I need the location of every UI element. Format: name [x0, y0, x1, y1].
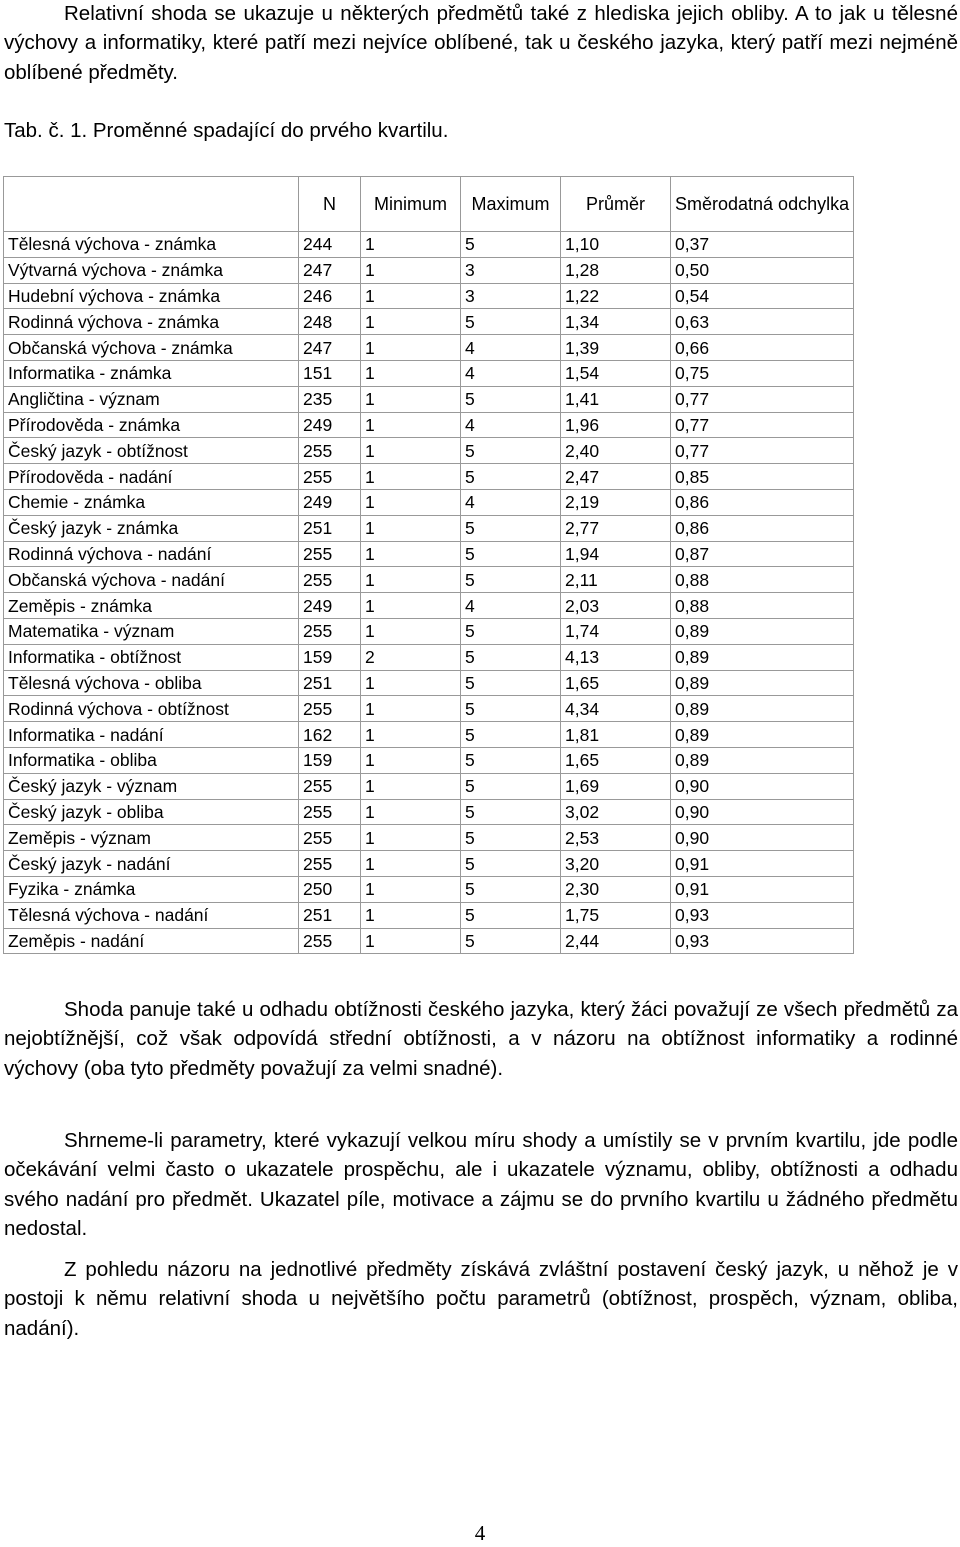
row-mean: 2,77: [561, 515, 671, 541]
row-mean: 1,75: [561, 902, 671, 928]
page-number: 4: [474, 1521, 486, 1545]
row-minimum: 1: [361, 928, 461, 954]
row-variable: Informatika - obtížnost: [4, 644, 299, 670]
row-variable: Občanská výchova - známka: [4, 335, 299, 361]
row-std-dev: 0,89: [671, 747, 854, 773]
row-std-dev: 0,77: [671, 386, 854, 412]
table-row: [4, 541, 854, 567]
row-variable: Tělesná výchova - známka: [4, 232, 299, 258]
row-minimum: 1: [361, 232, 461, 258]
row-maximum: 5: [461, 851, 561, 877]
row-n: 250: [299, 876, 361, 902]
row-variable: Český jazyk - obliba: [4, 799, 299, 825]
row-minimum: 1: [361, 386, 461, 412]
row-mean: 1,94: [561, 541, 671, 567]
row-variable: Angličtina - význam: [4, 386, 299, 412]
row-minimum: 1: [361, 618, 461, 644]
row-maximum: 5: [461, 696, 561, 722]
row-variable: Občanská výchova - nadání: [4, 567, 299, 593]
row-std-dev: 0,66: [671, 335, 854, 361]
table-row: [4, 773, 854, 799]
row-minimum: 1: [361, 309, 461, 335]
row-mean: 2,47: [561, 464, 671, 490]
table-header-row: [4, 177, 854, 232]
row-mean: 1,65: [561, 670, 671, 696]
table-row: [4, 851, 854, 877]
table-row: [4, 335, 854, 361]
row-n: 151: [299, 360, 361, 386]
row-mean: 1,28: [561, 257, 671, 283]
row-maximum: 5: [461, 747, 561, 773]
row-mean: 2,19: [561, 489, 671, 515]
row-n: 255: [299, 799, 361, 825]
row-std-dev: 0,86: [671, 489, 854, 515]
table-row: [4, 593, 854, 619]
row-std-dev: 0,63: [671, 309, 854, 335]
paragraph-difficulty: Shoda panuje také u odhadu obtížnosti českého jazyka, který žáci považují ze všech předmětů za nejobtížnější, což však odpovídá střední obtížnosti, a v názoru na obtížnost informatiky a rodinné výchovy (oba tyto předměty považují za velmi snadné).: [4, 998, 958, 1080]
row-std-dev: 0,37: [671, 232, 854, 258]
row-n: 246: [299, 283, 361, 309]
table-row: [4, 412, 854, 438]
row-n: 255: [299, 928, 361, 954]
row-n: 159: [299, 747, 361, 773]
row-std-dev: 0,89: [671, 670, 854, 696]
row-mean: 1,22: [561, 283, 671, 309]
row-maximum: 3: [461, 283, 561, 309]
row-variable: Zeměpis - význam: [4, 825, 299, 851]
row-n: 248: [299, 309, 361, 335]
row-maximum: 5: [461, 464, 561, 490]
row-variable: Rodinná výchova - nadání: [4, 541, 299, 567]
header-mean: Průměr: [561, 177, 671, 232]
row-mean: 1,34: [561, 309, 671, 335]
row-mean: 2,44: [561, 928, 671, 954]
row-variable: Tělesná výchova - obliba: [4, 670, 299, 696]
table-row: [4, 464, 854, 490]
row-maximum: 5: [461, 670, 561, 696]
row-variable: Přírodověda - nadání: [4, 464, 299, 490]
row-minimum: 1: [361, 464, 461, 490]
row-maximum: 5: [461, 541, 561, 567]
row-std-dev: 0,89: [671, 696, 854, 722]
row-minimum: 1: [361, 799, 461, 825]
row-maximum: 5: [461, 799, 561, 825]
row-maximum: 4: [461, 360, 561, 386]
table-row: [4, 515, 854, 541]
row-maximum: 5: [461, 773, 561, 799]
table-row: [4, 360, 854, 386]
row-variable: Výtvarná výchova - známka: [4, 257, 299, 283]
row-mean: 3,02: [561, 799, 671, 825]
row-minimum: 1: [361, 283, 461, 309]
row-minimum: 1: [361, 593, 461, 619]
table-row: [4, 928, 854, 954]
row-variable: Přírodověda - známka: [4, 412, 299, 438]
header-std-dev: Směrodatná odchylka: [671, 177, 854, 232]
table-row: [4, 232, 854, 258]
row-variable: Rodinná výchova - obtížnost: [4, 696, 299, 722]
row-minimum: 1: [361, 696, 461, 722]
table-row: [4, 722, 854, 748]
row-n: 255: [299, 696, 361, 722]
row-minimum: 1: [361, 541, 461, 567]
row-minimum: 1: [361, 722, 461, 748]
row-minimum: 1: [361, 515, 461, 541]
table-row: [4, 902, 854, 928]
row-mean: 1,81: [561, 722, 671, 748]
row-n: 251: [299, 902, 361, 928]
row-minimum: 1: [361, 773, 461, 799]
row-n: 249: [299, 412, 361, 438]
row-n: 247: [299, 257, 361, 283]
row-mean: 1,54: [561, 360, 671, 386]
row-n: 251: [299, 515, 361, 541]
row-minimum: 1: [361, 747, 461, 773]
row-minimum: 1: [361, 567, 461, 593]
row-std-dev: 0,89: [671, 618, 854, 644]
row-n: 247: [299, 335, 361, 361]
row-variable: Český jazyk - obtížnost: [4, 438, 299, 464]
row-mean: 2,30: [561, 876, 671, 902]
row-mean: 1,10: [561, 232, 671, 258]
row-minimum: 1: [361, 670, 461, 696]
table-row: [4, 386, 854, 412]
row-variable: Tělesná výchova - nadání: [4, 902, 299, 928]
row-n: 159: [299, 644, 361, 670]
row-std-dev: 0,88: [671, 567, 854, 593]
row-std-dev: 0,89: [671, 644, 854, 670]
header-variable: [4, 177, 299, 232]
row-maximum: 3: [461, 257, 561, 283]
row-maximum: 5: [461, 644, 561, 670]
row-std-dev: 0,85: [671, 464, 854, 490]
row-mean: 3,20: [561, 851, 671, 877]
row-mean: 1,74: [561, 618, 671, 644]
row-std-dev: 0,90: [671, 825, 854, 851]
row-n: 244: [299, 232, 361, 258]
row-mean: 1,69: [561, 773, 671, 799]
paragraph-summary: Shrneme-li parametry, které vykazují velkou míru shody a umístily se v prvním kvartilu, jde podle očekávání velmi často o ukazatele prospěchu, ale i ukazatele významu, obliby, obtížnosti a odhadu svého nadání pro předmět. Ukazatel píle, motivace a zájmu se do prvního kvartilu u žádného předmětu nedostal.: [4, 1129, 958, 1240]
row-n: 251: [299, 670, 361, 696]
row-variable: Informatika - nadání: [4, 722, 299, 748]
row-std-dev: 0,86: [671, 515, 854, 541]
row-maximum: 5: [461, 928, 561, 954]
row-std-dev: 0,50: [671, 257, 854, 283]
row-std-dev: 0,90: [671, 773, 854, 799]
row-maximum: 5: [461, 876, 561, 902]
row-mean: 2,53: [561, 825, 671, 851]
row-minimum: 1: [361, 412, 461, 438]
row-variable: Informatika - známka: [4, 360, 299, 386]
row-mean: 1,65: [561, 747, 671, 773]
table-row: [4, 257, 854, 283]
row-std-dev: 0,87: [671, 541, 854, 567]
row-n: 255: [299, 618, 361, 644]
row-variable: Český jazyk - známka: [4, 515, 299, 541]
row-maximum: 4: [461, 335, 561, 361]
row-minimum: 1: [361, 825, 461, 851]
table-row: [4, 696, 854, 722]
row-n: 235: [299, 386, 361, 412]
table-row: [4, 283, 854, 309]
row-n: 255: [299, 438, 361, 464]
table-row: [4, 670, 854, 696]
row-maximum: 5: [461, 515, 561, 541]
row-variable: Hudební výchova - známka: [4, 283, 299, 309]
row-std-dev: 0,91: [671, 876, 854, 902]
row-std-dev: 0,93: [671, 902, 854, 928]
row-std-dev: 0,54: [671, 283, 854, 309]
row-mean: 4,34: [561, 696, 671, 722]
row-variable: Informatika - obliba: [4, 747, 299, 773]
row-minimum: 1: [361, 876, 461, 902]
row-n: 162: [299, 722, 361, 748]
table-caption: Tab. č. 1. Proměnné spadající do prvého kvartilu.: [4, 119, 449, 142]
row-std-dev: 0,91: [671, 851, 854, 877]
row-minimum: 1: [361, 902, 461, 928]
row-minimum: 1: [361, 489, 461, 515]
paragraph-czech: Z pohledu názoru na jednotlivé předměty získává zvláštní postavení český jazyk, u něhož je v postoji k němu relativní shoda u největšího počtu parametrů (obtížnost, prospěch, význam, obliba, nadání).: [4, 1258, 958, 1340]
row-n: 255: [299, 851, 361, 877]
header-maximum: Maximum: [461, 177, 561, 232]
row-maximum: 4: [461, 412, 561, 438]
row-std-dev: 0,88: [671, 593, 854, 619]
row-maximum: 5: [461, 722, 561, 748]
row-n: 255: [299, 567, 361, 593]
row-std-dev: 0,93: [671, 928, 854, 954]
row-maximum: 5: [461, 309, 561, 335]
row-mean: 4,13: [561, 644, 671, 670]
row-minimum: 1: [361, 360, 461, 386]
table-row: [4, 644, 854, 670]
row-mean: 1,39: [561, 335, 671, 361]
row-std-dev: 0,77: [671, 438, 854, 464]
row-n: 255: [299, 773, 361, 799]
row-minimum: 2: [361, 644, 461, 670]
row-n: 255: [299, 464, 361, 490]
row-maximum: 5: [461, 232, 561, 258]
row-maximum: 4: [461, 489, 561, 515]
row-minimum: 1: [361, 335, 461, 361]
header-n: N: [299, 177, 361, 232]
row-maximum: 4: [461, 593, 561, 619]
row-std-dev: 0,75: [671, 360, 854, 386]
row-std-dev: 0,90: [671, 799, 854, 825]
table-row: [4, 309, 854, 335]
row-maximum: 5: [461, 567, 561, 593]
table-row: [4, 438, 854, 464]
row-variable: Chemie - známka: [4, 489, 299, 515]
statistics-table: [3, 176, 854, 954]
row-maximum: 5: [461, 618, 561, 644]
table-row: [4, 825, 854, 851]
row-minimum: 1: [361, 851, 461, 877]
row-variable: Matematika - význam: [4, 618, 299, 644]
row-n: 249: [299, 489, 361, 515]
row-mean: 1,41: [561, 386, 671, 412]
row-maximum: 5: [461, 902, 561, 928]
table-row: [4, 618, 854, 644]
row-mean: 2,03: [561, 593, 671, 619]
table-row: [4, 876, 854, 902]
row-mean: 2,40: [561, 438, 671, 464]
row-maximum: 5: [461, 438, 561, 464]
row-n: 249: [299, 593, 361, 619]
table-body: [4, 232, 854, 954]
table-row: [4, 489, 854, 515]
intro-paragraph: Relativní shoda se ukazuje u některých předmětů také z hlediska jejich obliby. A to jak u tělesné výchovy a informatiky, které patří mezi nejvíce oblíbené, tak u českého jazyka, který patří mezi nejméně oblíbené předměty.: [4, 2, 958, 84]
row-variable: Rodinná výchova - známka: [4, 309, 299, 335]
row-variable: Fyzika - známka: [4, 876, 299, 902]
row-n: 255: [299, 541, 361, 567]
table-row: [4, 567, 854, 593]
row-variable: Český jazyk - význam: [4, 773, 299, 799]
row-maximum: 5: [461, 386, 561, 412]
table-row: [4, 747, 854, 773]
row-minimum: 1: [361, 438, 461, 464]
row-variable: Zeměpis - známka: [4, 593, 299, 619]
row-maximum: 5: [461, 825, 561, 851]
row-variable: Český jazyk - nadání: [4, 851, 299, 877]
row-std-dev: 0,77: [671, 412, 854, 438]
row-mean: 1,96: [561, 412, 671, 438]
row-n: 255: [299, 825, 361, 851]
header-minimum: Minimum: [361, 177, 461, 232]
table-row: [4, 799, 854, 825]
row-std-dev: 0,89: [671, 722, 854, 748]
row-mean: 2,11: [561, 567, 671, 593]
row-variable: Zeměpis - nadání: [4, 928, 299, 954]
row-minimum: 1: [361, 257, 461, 283]
